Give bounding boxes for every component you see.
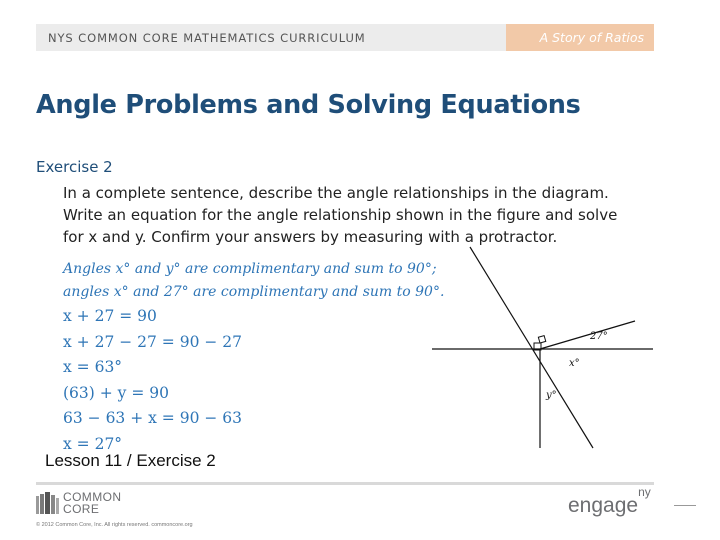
equation-line: x = 63° (63, 358, 123, 376)
lesson-label: Lesson 11 / Exercise 2 (45, 451, 216, 470)
prompt-line: In a complete sentence, describe the angle relationships in the diagram. (63, 184, 609, 202)
header-accent (506, 24, 654, 51)
ray-27 (540, 321, 635, 349)
angle-27-label: 27° (590, 331, 608, 342)
equation-line: x = 27° (63, 434, 123, 453)
prompt-line: for x and y. Confirm your answers by measuring with a protractor. (63, 228, 558, 246)
common-core-wordmark (63, 491, 121, 515)
answer-block (63, 258, 444, 457)
page-title: Angle Problems and Solving Equations (36, 90, 581, 120)
equation-line: x + 27 − 27 = 90 − 27 (63, 332, 242, 351)
exercise-prompt (63, 182, 683, 248)
diagonal-line (470, 247, 593, 448)
engage-text: engage (568, 494, 639, 517)
prompt-line: Write an equation for the angle relationship shown in the figure and solve (63, 206, 618, 224)
common-core-logo-icon (36, 492, 60, 514)
engageny-logo (568, 485, 651, 518)
right-angle-marker (538, 336, 545, 343)
curriculum-label: NYS COMMON CORE MATHEMATICS CURRICULUM (48, 31, 366, 45)
answer-line: angles x° and 27° are complimentary and sum to 90°. (63, 284, 445, 300)
header-band (36, 24, 654, 51)
equation-line: x + 27 = 90 (63, 307, 157, 325)
angle-y-label: y° (546, 390, 557, 401)
footer-dash (674, 505, 696, 506)
ny-superscript: ny (638, 485, 651, 499)
common-core-line: COMMON (63, 490, 122, 504)
common-core-line: CORE (63, 502, 100, 516)
copyright-text: © 2012 Common Core, Inc. All rights reserved. commoncore.org (36, 522, 193, 528)
exercise-label: Exercise 2 (36, 158, 113, 176)
answer-line: Angles x° and y° are complimentary and sum to 90°; (63, 261, 437, 277)
angle-x-label: x° (569, 358, 580, 369)
equation-line: 63 − 63 + x = 90 − 63 (63, 409, 242, 427)
story-label: A Story of Ratios (539, 30, 644, 45)
footer-divider (36, 482, 654, 485)
equation-line: (63) + y = 90 (63, 383, 169, 402)
angle-diagram (425, 240, 665, 455)
